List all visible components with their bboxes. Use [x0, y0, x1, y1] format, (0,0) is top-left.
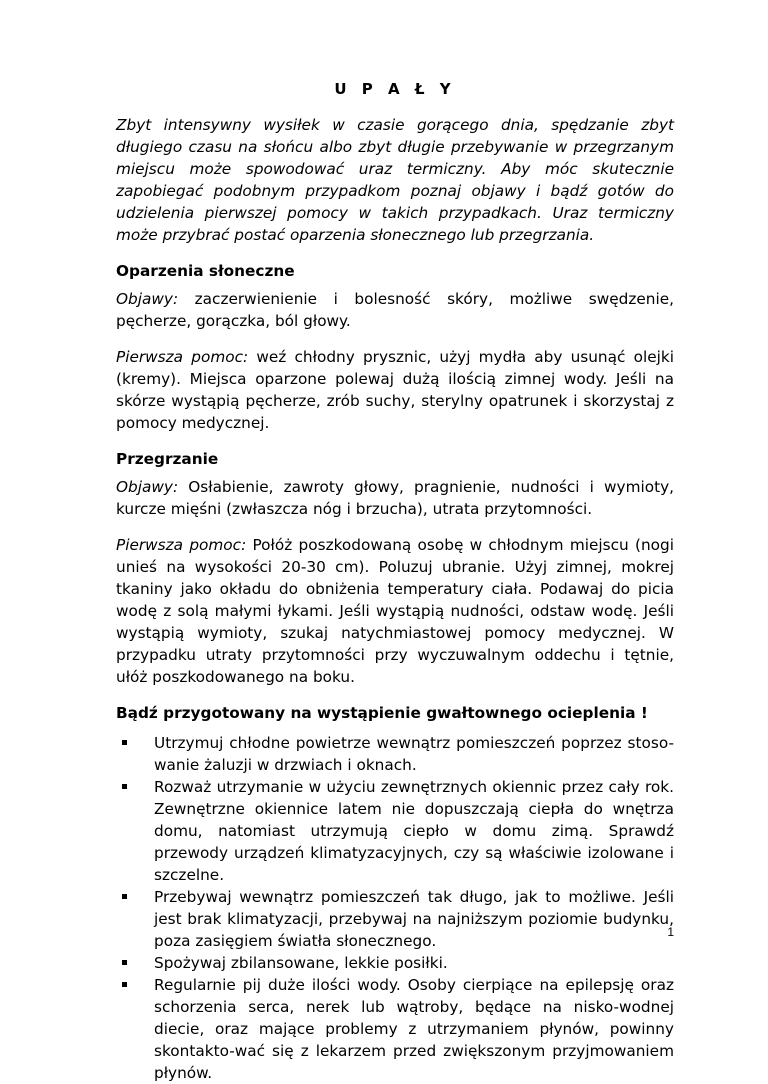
- list-item: [154, 732, 674, 776]
- overheating-first-aid: [116, 534, 674, 688]
- bullet-square-icon: [122, 894, 127, 899]
- bullet-square-icon: [122, 784, 127, 789]
- symptoms-text: zaczerwienienie i bolesność skóry, możliwe swędzenie, pęcherze, gorączka, ból głowy.: [116, 290, 674, 330]
- list-item: [154, 776, 674, 886]
- list-item-text: Rozważ utrzymanie w użyciu zewnętrznych okiennic przez cały rok. Zewnętrzne okiennice latem nie dopuszczają ciepła do wnętrza domu, natomiast utrzymują ciepło w domu zimą. Sprawdź przewody urządzeń klimatyzacyjnych, czy są właściwie izolowane i szczelne.: [154, 778, 674, 884]
- intro-paragraph: Zbyt intensywny wysiłek w czasie gorącego dnia, spędzanie zbyt długiego czasu na słońcu albo zbyt długie przebywanie w przegrzanym miejscu może spowodować uraz termiczny. Aby móc skutecznie zapobiegać podobnym przypadkom poznaj objawy i bądź gotów do udzielenia pierwszej pomocy w takich przypadkach. Uraz termiczny może przybrać postać oparzenia słonecznego lub przegrzania.: [116, 116, 674, 244]
- sunburn-symptoms: [116, 288, 674, 332]
- bullet-square-icon: [122, 740, 127, 745]
- first-aid-text: weź chłodny prysznic, użyj mydła aby usunąć olejki (kremy). Miejsca oparzone polewaj dużą ilością zimnej wody. Jeśli na skórze wystąpią pęcherze, zrób suchy, sterylny opatrunek i skorzystaj z pomocy medycznej.: [116, 348, 674, 432]
- bullet-square-icon: [122, 982, 127, 987]
- first-aid-label: Pierwsza pomoc:: [116, 536, 247, 554]
- symptoms-text: Osłabienie, zawroty głowy, pragnienie, nudności i wymioty, kurcze mięśni (zwłaszcza nóg i brzucha), utrata przytomności.: [116, 478, 674, 518]
- page-number: 1: [667, 925, 674, 939]
- overheating-symptoms: [116, 476, 674, 520]
- document-body: [116, 78, 674, 1084]
- list-item: [154, 952, 674, 974]
- first-aid-text: Połóż poszkodowaną osobę w chłodnym miejscu (nogi unieś na wysokości 20-30 cm). Poluzuj ubranie. Użyj zimnej, mokrej tkaniny jako okładu do obniżenia temperatury ciała. Podawaj do picia wodę z solą małymi łykami. Jeśli wystąpią nudności, odstaw wodę. Jeśli wystąpią wymioty, szukaj natychmiastowej pomocy medycznej. W przypadku utraty przytomności przy wyczuwalnym oddechu i tętnie, ułóż poszkodowanego na boku.: [116, 536, 674, 686]
- symptoms-label: Objawy:: [116, 478, 179, 496]
- bullet-square-icon: [122, 960, 127, 965]
- list-item: [154, 974, 674, 1084]
- list-item-text: Utrzymuj chłodne powietrze wewnątrz pomieszczeń poprzez stoso-wanie żaluzji w drzwiach i oknach.: [154, 734, 674, 774]
- list-item-text: Przebywaj wewnątrz pomieszczeń tak długo, jak to możliwe. Jeśli jest brak klimatyzacji, przebywaj na najniższym poziomie budynku, poza zasięgiem światła słonecznego.: [154, 888, 674, 950]
- overheating-heading: Przegrzanie: [116, 450, 219, 468]
- document-title: U P A Ł Y: [334, 80, 456, 98]
- symptoms-label: Objawy:: [116, 290, 179, 308]
- list-item-text: Spożywaj zbilansowane, lekkie posiłki.: [154, 954, 448, 972]
- sunburn-heading: Oparzenia słoneczne: [116, 262, 295, 280]
- preparedness-list: [116, 732, 674, 1084]
- first-aid-label: Pierwsza pomoc:: [116, 348, 249, 366]
- list-item: [154, 886, 674, 952]
- sunburn-first-aid: [116, 346, 674, 434]
- preparedness-heading: Bądź przygotowany na wystąpienie gwałtownego ocieplenia !: [116, 704, 648, 722]
- list-item-text: Regularnie pij duże ilości wody. Osoby cierpiące na epilepsję oraz schorzenia serca, nerek lub wątroby, będące na nisko-wodnej diecie, oraz mające problemy z utrzymaniem płynów, powinny skontakto-wać się z lekarzem przed zwiększonym przyjmowaniem płynów.: [154, 976, 674, 1082]
